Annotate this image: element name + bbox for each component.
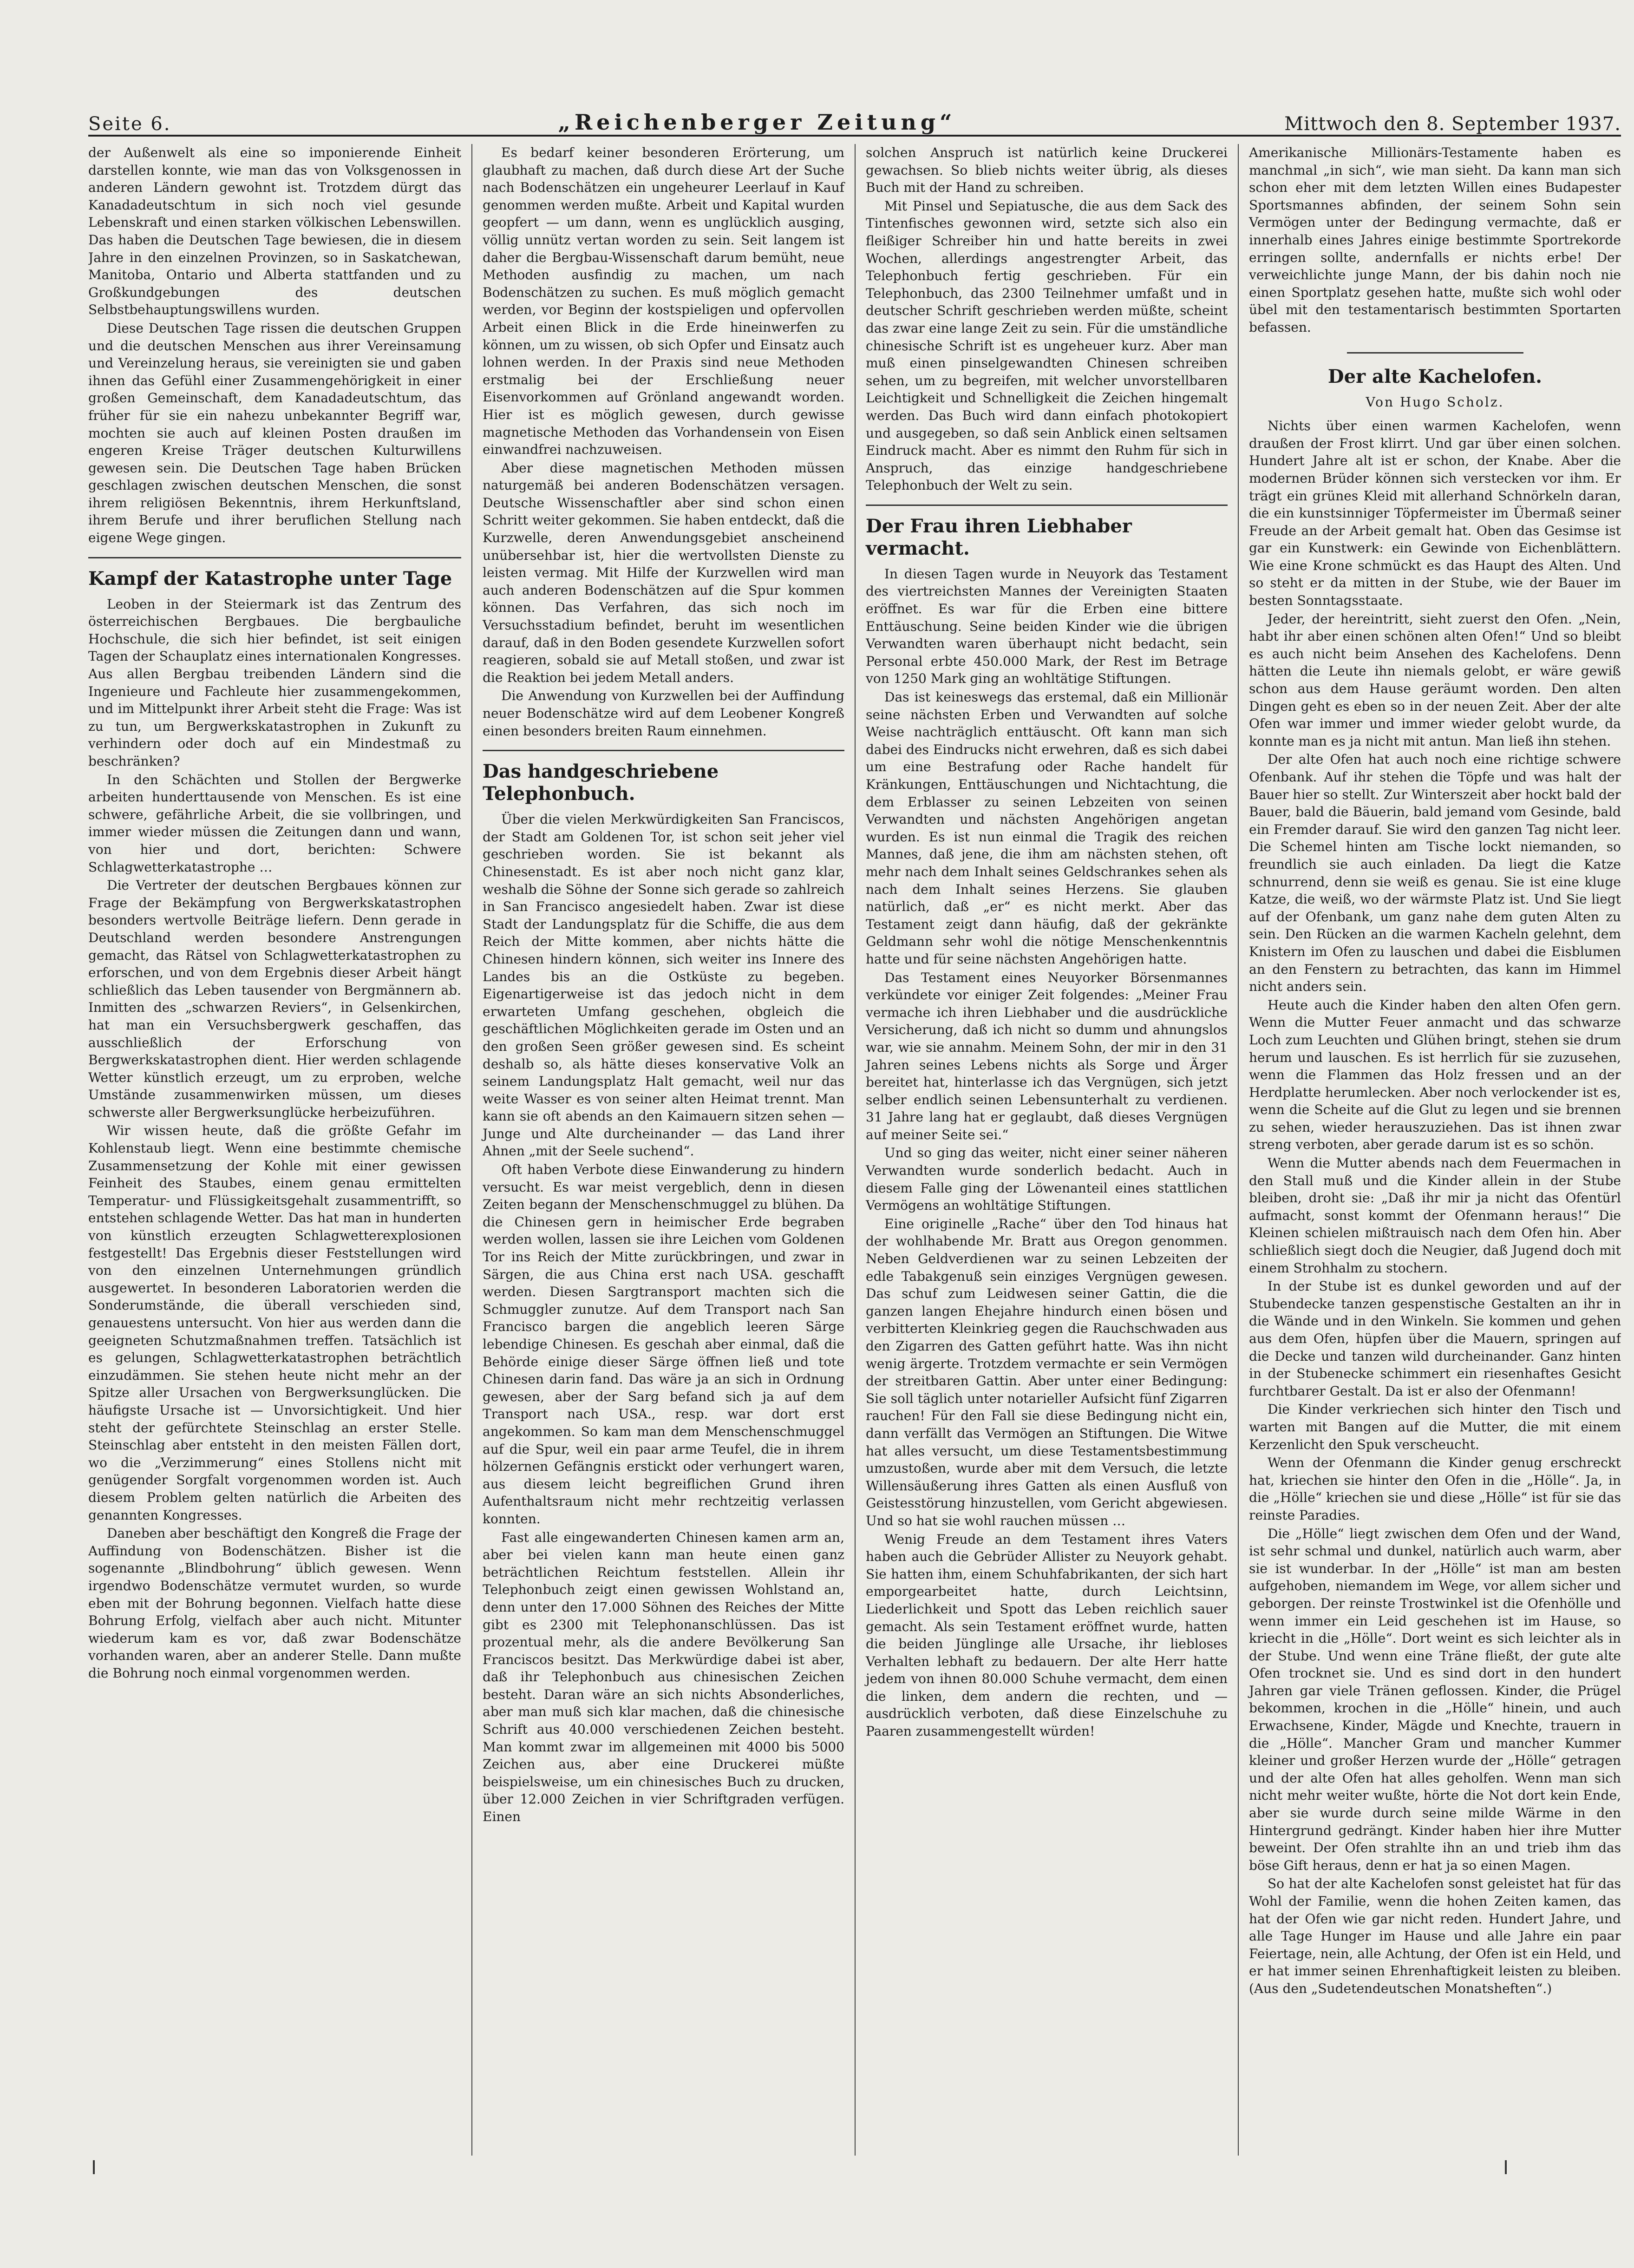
column-1 [88,144,471,2156]
footer-mark [1505,2160,1507,2174]
paragraph: Die „Hölle“ liegt zwischen dem Ofen und der Wand, ist sehr schmal und dunkel, natürlich auch warm, aber sie ist wunderbar. In der „Hölle“ ist man am besten aufgehoben, niemandem im Wege, vor allem sicher und geborgen. Der reinste Trostwinkel ist die Ofenhölle und wenn immer ein Leid geschehen ist im Hause, so kriecht in die „Hölle“. Dort weint es sich leichter als in der Stube. Und wenn eine Träne fließt, der gute alte Ofen trocknet sie. Und es sind dort in den hundert Jahren gar viele Tränen geflossen. Kinder, die Prügel bekommen, krochen in die „Hölle“ hinein, und auch Erwachsene, Kinder, Mägde und Knechte, trauern in die „Hölle“. Mancher Gram und mancher Kummer kleiner und großer Herzen wurde der „Hölle“ getragen und der alte Ofen hat alles geholfen. Wenn man sich nicht mehr weiter wußte, hörte die Not dort kein Ende, aber sie wurde durch seine milde Wärme in den Hintergrund gedrängt. Kinder haben hier ihre Mutter beweint. Der Ofen strahlte ihn an und trieb ihm das böse Gift heraus, denn er hat ja so einen Magen. [1249,1526,1621,1873]
paragraph: Wenn die Mutter abends nach dem Feuermachen in den Stall muß und die Kinder allein in der Stube bleiben, droht sie: „Daß ihr mir ja nicht das Ofentürl aufmacht, sonst kommt der Ofenmann heraus!“ Die Kleinen schielen mißtrauisch nach dem Ofen hin. Aber schließlich siegt doch die Neugier, daß Jugend doch mit einem Strohhalm zu stochern. [1249,1155,1621,1276]
article-headline: Der alte Kachelofen. [1327,365,1542,387]
paragraph: Wir wissen heute, daß die größte Gefahr im Kohlenstaub liegt. Wenn eine bestimmte chemische Zusammensetzung der Kohle mit einer gewissen Feinheit des Staubes, einem genau ermittelten Temperatur- und Flüssigkeitsgehalt zusammentrifft, so entstehen schlagende Wetter. Das hat man in hunderten von künstlich erzeugten Schlagwetterexplosionen festgestellt! Das Ergebnis dieser Feststellungen wird von den einzelnen Unternehmungen gründlich ausgewertet. In besonderen Laboratorien werden die Sonderumstände, die überall verschieden sind, genauestens untersucht. Von hier aus werden dann die geeigneten Schutzmaßnahmen treffen. Tatsächlich ist es gelungen, Schlagwetterkatastrophen beträchtlich einzudämmen. Sie stehen heute nicht mehr an der Spitze aller Ursachen von Bergwerksunglücken. Die häufigste Ursache ist — Unvorsichtigkeit. Und hier steht der gefürchtete Steinschlag an erster Stelle. Steinschlag aber entsteht in den meisten Fällen dort, wo die „Verzimmerung“ eines Stollens nicht mit genügender Sorgfalt vorgenommen worden ist. Auch diesem Problem gelten natürlich die Arbeiten des genannten Kongresses. [88,1123,461,1523]
paragraph: Fast alle eingewanderten Chinesen kamen arm an, aber bei vielen kann man heute einen ganz beträchtlichen Reichtum feststellen. Allein ihr Telephonbuch zeigt einen gewissen Wohlstand an, denn unter den 17.000 Söhnen des Reiches der Mitte gibt es 2300 mit Telephonanschlüssen. Das ist prozentual mehr, als die andere Bevölkerung San Franciscos besitzt. Das Merkwürdige dabei ist aber, daß ihr Telephonbuch aus chinesischen Zeichen besteht. Daran wäre an sich nichts Absonderliches, aber man muß sich klar machen, daß die chinesische Schrift aus 40.000 verschiedenen Zeichen besteht. Man kommt zwar im allgemeinen mit 4000 bis 5000 Zeichen aus, aber eine Druckerei müßte beispielsweise, um ein chinesisches Buch zu drucken, über 12.000 Zeichen in vier Schriftgraden verfügen. Einen [483,1529,844,1825]
paragraph: Die Anwendung von Kurzwellen bei der Auffindung neuer Bodenschätze wird auf dem Leobener Kongreß einen besonders breiten Raum einnehmen. [483,688,844,739]
issue-date: Mittwoch den 8. September 1937. [1284,113,1621,135]
paragraph: Mit Pinsel und Sepiatusche, die aus dem Sack des Tintenfisches gewonnen wird, setzte sich also ein fleißiger Schreiber hin und hatte bereits in zwei Wochen, allerdings angestrengter Arbeit, das Telephonbuch fertig geschrieben. Für ein Telephonbuch, das 2300 Teilnehmer umfaßt und in deutscher Schrift geschrieben werden müßte, scheint das zwar eine lange Zeit zu sein. Für die umständliche chinesische Schrift ist es ungeheuer kurz. Aber man muß einen pinselgewandten Chinesen schreiben sehen, um zu begreifen, mit welcher unvorstellbaren Leichtigkeit und Schnelligkeit die Zeichen hingemalt werden. Das Buch wird dann einfach photokopiert und ausgegeben, so daß sein Anblick einen seltsamen Eindruck macht. Aber es nimmt den Ruhm für sich in Anspruch, das einzige handgeschriebene Telephonbuch der Welt zu sein. [866,198,1228,493]
column-2 [471,144,855,2156]
footer-mark [93,2160,95,2174]
paragraph: Nichts über einen warmen Kachelofen, wenn draußen der Frost klirrt. Und gar über einen solchen. Hundert Jahre alt ist er schon, der Knabe. Aber die modernen Brüder können sich verstecken vor ihm. Er trägt ein grünes Kleid mit allerhand Schnörkeln daran, die ein kunstsinniger Töpfermeister im Übermaß seiner Freude an der Arbeit gemalt hat. Oben das Gesimse ist gar ein Kunstwerk: ein Gewinde von Eichenblättern. Wie eine Krone schmückt es das Haupt des Alten. Und so steht er da mitten in der Stube, wie der Bauer im besten Sonntagsstaate. [1249,418,1621,609]
paragraph: In der Stube ist es dunkel geworden und auf der Stubendecke tanzen gespenstische Gestalten an ihr in die Wände und in den Winkeln. Sie kommen und gehen aus dem Ofen, hüpfen über die Mauern, springen auf die Decke und tanzen wild durcheinander. Ganz hinten in der Stubenecke schimmert ein riesenhaftes Gesicht furchtbarer Gestalt. Da ist er also der Ofenmann! [1249,1278,1621,1399]
paragraph: Das ist keineswegs das erstemal, daß ein Millionär seine nächsten Erben und Verwandten auf solche Weise nachträglich enttäuscht. Oft kann man sich dabei des Eindrucks nicht erwehren, daß es sich dabei um eine Bestrafung oder Rache handelt für Kränkungen, Enttäuschungen und Nichtachtung, die dem Erblasser zu seinen Lebzeiten von seinen Verwandten und nächsten Angehörigen angetan wurden. Es ist nun einmal die Tragik des reichen Mannes, daß jene, die ihm am nächsten stehen, oft mehr nach dem Inhalt seines Geldschrankes sehen als nach dem Inhalt seines Herzens. Sie glauben natürlich, daß „er“ es nicht merkt. Aber das Testament zeigt dann häufig, daß der gekränkte Geldmann sehr wohl die nötige Menschenkenntnis hatte und für seine nächsten Angehörigen hatte. [866,689,1228,967]
paragraph: Daneben aber beschäftigt den Kongreß die Frage der Auffindung von Bodenschätzen. Bisher ist die sogenannte „Blindbohrung“ üblich gewesen. Wenn irgendwo Bodenschätze vermutet wurden, so wurde eben mit der Bohrung begonnen. Vielfach hatte diese Bohrung Erfolg, vielfach aber auch nicht. Mitunter wiederum kam es vor, daß zwar Bodenschätze vorhanden waren, aber an anderer Stelle. Dann mußte die Bohrung noch einmal vorgenommen werden. [88,1526,461,1681]
page-number: Seite 6. [88,113,171,135]
column-4 [1238,144,1621,2156]
text-columns [88,144,1621,2156]
paragraph: Wenn der Ofenmann die Kinder genug erschreckt hat, kriechen sie hinter den Ofen in die „Hölle“. Ja, in die „Hölle“ kriechen sie und diese „Hölle“ ist für sie das reinste Paradies. [1249,1455,1621,1523]
paragraph: Oft haben Verbote diese Einwanderung zu hindern versucht. Es war meist vergeblich, denn in diesen Zeiten begann der Menschenschmuggel zu blühen. Da die Chinesen gern in heimischer Erde begraben werden wollen, lassen sie ihre Leichen vom Goldenen Tor ins Reich der Mitte zurückbringen, und zwar in Särgen, die aus China erst nach USA. geschafft werden. Diesen Sargtransport machten sich die Schmuggler zunutze. Auf dem Transport nach San Francisco bargen die angeblich leeren Särge lebendige Chinesen. Es geschah aber einmal, daß die Behörde einige dieser Särge öffnen ließ und tote Chinesen darin fand. Das wäre ja an sich in Ordnung gewesen, aber der Sarg befand sich ja auf dem Transport nach USA., resp. war dort erst angekommen. So kam man dem Menschenschmuggel auf die Spur, weil ein paar arme Teufel, die in ihrem hölzernen Gefängnis erstickt oder verhungert waren, aus diesem leicht begreiflichen Grund ihren Aufenthaltsraum nicht mehr rechtzeitig verlassen konnten. [483,1162,844,1527]
paragraph: Leoben in der Steiermark ist das Zentrum des österreichischen Bergbaues. Die bergbauliche Hochschule, die sich hier befindet, ist seit einigen Tagen der Schauplatz eines internationalen Kongresses. Aus allen Bergbau treibenden Ländern sind die Ingenieure und Fachleute hier zusammengekommen, und im Mittelpunkt ihrer Arbeit steht die Frage: Was ist zu tun, um Bergwerkskatastrophen in Zukunft zu verhindern oder doch auf ein Mindestmaß zu beschränken? [88,596,461,769]
paragraph: In den Schächten und Stollen der Bergwerke arbeiten hunderttausende von Menschen. Es ist eine schwere, gefährliche Arbeit, die sie vollbringen, und immer wieder müssen die Zeitungen dann und wann, von hier und dort, berichten: Schwere Schlagwetterkatastrophe … [88,772,461,875]
paragraph: Diese Deutschen Tage rissen die deutschen Gruppen und die deutschen Menschen aus ihrer Vereinsamung und Vereinzelung heraus, sie vereinigten sie und gaben ihnen das Gefühl einer Zusammengehörigkeit in einer großen Gemeinschaft, dem Kanadadeutschtum, das früher für sie ein nahezu unbekannter Begriff war, mochten sie auch auf kleinen Posten draußen im engeren Kreise Träger deutschen Kulturwillens gewesen sein. Die Deutschen Tage haben Brücken geschlagen zwischen deutschen Menschen, die sonst ihrem religiösen Bekenntnis, ihrem Herkunftsland, ihrem Berufe und ihrer beruflichen Stellung nach eigene Wege gingen. [88,320,461,546]
masthead [88,93,1621,137]
paragraph: So hat der alte Kachelofen sonst geleistet hat für das Wohl der Familie, wenn die hohen Zeiten kamen, das hat der Ofen wie gar nicht reden. Hundert Jahre, und alle Tage Hunger im Hause und alle Jahre ein paar Feiertage, nein, alle Achtung, der Ofen ist ein Held, und er hat immer seinen Ehrenhaftigkeit leisten zu bleiben. (Aus den „Sudetendeutschen Monatsheften“.) [1249,1876,1621,1996]
paragraph: Über die vielen Merkwürdigkeiten San Franciscos, der Stadt am Goldenen Tor, ist schon seit jeher viel geschrieben worden. Sie ist bekannt als Chinesenstadt. Es ist aber noch nicht ganz klar, weshalb die Söhne der Sonne sich gerade so zahlreich in San Francisco angesiedelt haben. Zwar ist diese Stadt der Landungsplatz für die Schiffe, die aus dem Reich der Mitte kommen, aber nichts hätte die Chinesen hindern können, sich weiter ins Innere des Landes bis an die Ostküste zu begeben. Eigenartigerweise ist das jedoch nicht in dem erwarteten Umfang geschehen, obgleich die geschäftlichen Möglichkeiten gerade im Osten und an den großen Seen größer gewesen sind. Es scheint deshalb so, als hätte dieses konservative Volk an seinem Landungsplatz Halt gemacht, weil nur das weite Wasser es von seiner alten Heimat trennt. Man kann sie oft abends an den Kaimauern sitzen sehen — Junge und Alte durcheinander — das Land ihrer Ahnen „mit der Seele suchend“. [483,812,844,1159]
newspaper-page [88,93,1621,2230]
paragraph: Heute auch die Kinder haben den alten Ofen gern. Wenn die Mutter Feuer anmacht und das schwarze Loch zum Leuchten und Glühen bringt, stehen sie drum herum und lauschen. Es ist herrlich für sie zuzusehen, wenn die Flammen das Holz fressen und an der Herdplatte herumlecken. Aber noch verlockender ist es, wenn die Scheite auf die Glut zu legen und sie brennen zu sehen, wieder herauszuziehen. Das ist ihnen zwar streng verboten, aber gerade darum ist es so schön. [1249,997,1621,1153]
paragraph: Amerikanische Millionärs-Testamente haben es manchmal „in sich“, wie man sieht. Da kann man sich schon eher mit dem letzten Willen eines Budapester Sportsmannes abfinden, der seinem Sohn sein Vermögen unter der Bedingung vermachte, daß er innerhalb eines Jahres einige bestimmte Sportrekorde erringen sollte, andernfalls er nichts erbe! Der verweichlichte junge Mann, der bis dahin noch nie einen Sportplatz gesehen hatte, mußte sich wohl oder übel mit den testamentarisch bestimmten Sportarten befassen. [1249,145,1621,335]
paragraph: Die Vertreter der deutschen Bergbaues können zur Frage der Bekämpfung von Bergwerkskatastrophen besonders wertvolle Beiträge liefern. Denn gerade in Deutschland werden besondere Anstrengungen gemacht, das Rätsel von Schlagwetterkatastrophen zu erforschen, und von dem Ergebnis dieser Arbeit hängt schließlich das Leben tausender von Bergmännern ab. Inmitten des „schwarzen Reviers“, in Gelsenkirchen, hat man ein Versuchsbergwerk geschaffen, das ausschließlich der Erforschung von Bergwerkskatastrophen dient. Hier werden schlagende Wetter künstlich erzeugt, um zu erproben, welche Umstände zusammenwirken müssen, um dieses schwerste aller Bergwerksunglücke herbeizuführen. [88,878,461,1120]
paragraph: Das Testament eines Neuyorker Börsenmannes verkündete vor einiger Zeit folgendes: „Meiner Frau vermache ich ihren Liebhaber und die ausdrückliche Versicherung, daß ich nicht so dumm und ahnungslos war, wie sie annahm. Meinem Sohn, der mir in den 31 Jahren seines Lebens nichts als Sorge und Ärger bereitet hat, hinterlasse ich das Vergnügen, sich jetzt selber endlich seinen Lebensunterhalt zu verdienen. 31 Jahre lang hat er geglaubt, daß dieses Vergnügen auf meiner Seite sei.“ [866,970,1228,1142]
paragraph: Es bedarf keiner besonderen Erörterung, um glaubhaft zu machen, daß durch diese Art der Suche nach Bodenschätzen ein ungeheurer Leerlauf in Kauf genommen werden mußte. Arbeit und Kapital wurden geopfert — um dann, wenn es unglücklich ausging, völlig unnütz vertan worden zu sein. Seit langem ist daher die Bergbau-Wissenschaft darum bemüht, neue Methoden ausfindig zu machen, um nach Bodenschätzen zu suchen. Es muß möglich gemacht werden, vor Beginn der kostspieligen und opfervollen Arbeit einen Blick in die Erde hineinwerfen zu können, um zu wissen, ob sich Opfer und Einsatz auch lohnen werden. In der Praxis sind neue Methoden erstmalig bei der Erschließung neuer Eisenvorkommen auf Grönland angewandt worden. Hier ist es möglich gewesen, durch gewisse magnetische Methoden das Vorhandensein von Eisen einwandfrei nachzuweisen. [483,145,844,458]
paragraph: Eine originelle „Rache“ über den Tod hinaus hat der wohlhabende Mr. Bratt aus Oregon genommen. Neben Geldverdienen war zu seinen Lebzeiten der edle Tabakgenuß sein einziges Vergnügen gewesen. Das schuf zum Leidwesen seiner Gattin, die die ganzen langen Ehejahre hindurch einen bösen und verbitterten Kleinkrieg gegen die Rauchschwaden aus den Zigarren des Gatten geführt hatte. Was ihn nicht wenig ärgerte. Trotzdem vermachte er sein Vermögen der streitbaren Gattin. Aber unter einer Bedingung: Sie soll täglich unter notarieller Aufsicht fünf Zigarren rauchen! Für den Fall sie diese Bedingung nicht ein, dann verfällt das Vermögen an Stiftungen. Die Witwe hat alles versucht, um diese Testamentsbestimmung umzustoßen, wurde aber mit dem Versuch, die letzte Willensäußerung ihres Gatten als einen Ausfluß von Geistesstörung hinzustellen, vom Gericht abgewiesen. Und so hat sie wohl rauchen müssen … [866,1216,1228,1528]
divider [88,557,461,558]
paragraph: In diesen Tagen wurde in Neuyork das Testament des viertreichsten Mannes der Vereinigten Staaten eröffnet. Es war für die Erben eine bittere Enttäuschung. Seine beiden Kinder wie die übrigen Verwandten waren überhaupt nicht bedacht, sein Personal erbte 450.000 Mark, der Rest im Betrage von 1250 Mark ging an wohltätige Stiftungen. [866,566,1228,687]
page-footer [88,2160,1621,2174]
paragraph: Aber diese magnetischen Methoden müssen naturgemäß bei anderen Bodenschätzen versagen. Deutsche Wissenschaftler aber sind schon einen Schritt weiter gekommen. Sie haben entdeckt, daß die Kurzwelle, deren Anwendungsgebiet anscheinend unübersehbar ist, hier die wertvollsten Dienste zu leisten vermag. Mit Hilfe der Kurzwellen wird man auch anderen Bodenschätzen auf die Spur kommen können. Das Verfahren, das sich noch im Versuchsstadium befindet, beruht im wesentlichen darauf, daß in den Boden gesendete Kurzwellen sofort reagieren, sobald sie auf Metall stoßen, und zwar ist die Reaktion bei jedem Metall anders. [483,460,844,685]
paragraph: Und so ging das weiter, nicht einer seiner näheren Verwandten wurde sonderlich bedacht. Auch in diesem Falle ging der Löwenanteil eines stattlichen Vermögens an wohltätige Stiftungen. [866,1145,1228,1213]
divider [1347,352,1523,354]
paragraph: Jeder, der hereintritt, sieht zuerst den Ofen. „Nein, habt ihr aber einen schönen alten Ofen!“ Und so bleibt es auch nicht beim Ansehen des Kachelofens. Denn hätten die Leute ihn niemals gelobt, er wäre gewiß schon aus dem Hause geräumt worden. Den alten Dingen geht es eben so in der neuen Zeit. Aber der alte Ofen war immer und immer wieder gelobt wurde, da konnte man es ja nicht mit antun. Man ließ ihn stehen. [1249,611,1621,749]
column-3 [855,144,1238,2156]
newspaper-title: „Reichenberger Zeitung“ [558,110,956,135]
article-headline: Das handgeschriebene Telephonbuch. [483,760,719,805]
paragraph: der Außenwelt als eine so imponierende Einheit darstellen konnte, wie man das von Volksgenossen in anderen Ländern gewohnt ist. Trotzdem dürgt das Kanadadeutschtum in sich noch viel gesunde Lebenskraft und einen starken völkischen Lebenswillen. Das haben die Deutschen Tage bewiesen, die in diesem Jahre in den einzelnen Provinzen, so in Saskatchewan, Manitoba, Ontario und Alberta stattfanden und zu Großkundgebungen des deutschen Selbstbehauptungswillens wurden. [88,145,461,318]
paragraph: Der alte Ofen hat auch noch eine richtige schwere Ofenbank. Auf ihr stehen die Töpfe und was halt der Bauer hier so stellt. Zur Winterszeit aber hockt bald der Bauer, bald die Bäuerin, bald jemand vom Gesinde, bald ein Fremder darauf. Sie wird den ganzen Tag nicht leer. Die Schemel hinten am Tische lockt niemanden, so freundlich sie auch einladen. Da liegt die Katze schnurrend, denn sie weiß es genau. Sie ist eine kluge Katze, die weiß, wo der wärmste Platz ist. Und Sie liegt auf der Ofenbank, um ganz nahe dem guten Alten zu sein. Den Rücken an die warmen Kacheln gelehnt, dem Knistern im Ofen zu lauschen und dabei die Eisblumen an den Fenstern zu betrachten, das kann im Himmel nicht anders sein. [1249,752,1621,995]
byline: Von Hugo Scholz. [1366,394,1504,410]
divider [866,505,1228,506]
article-headline: Der Frau ihren Liebhaber vermacht. [866,515,1132,559]
paragraph: solchen Anspruch ist natürlich keine Druckerei gewachsen. So blieb nichts weiter übrig, als dieses Buch mit der Hand zu schreiben. [866,145,1228,196]
article-headline: Kampf der Katastrophe unter Tage [88,567,452,590]
paragraph: Wenig Freude an dem Testament ihres Vaters haben auch die Gebrüder Allister zu Neuyork gehabt. Sie hatten ihm, einem Schuhfabrikanten, der sich hart emporgearbeitet hatte, durch Leichtsinn, Liederlichkeit und Spott das Leben reichlich sauer gemacht. Als sein Testament eröffnet wurde, hatten die beiden Jünglinge alle Ursache, ihr liebloses Verhalten lebhaft zu bedauern. Der alte Herr hatte jedem von ihnen 80.000 Schuhe vermacht, dem einen die linken, dem andern die rechten, und — ausdrücklich verboten, daß diese Einzelschuhe zu Paaren zusammengestellt würden! [866,1531,1228,1739]
paragraph: Die Kinder verkriechen sich hinter den Tisch und warten mit Bangen auf die Mutter, die mit einem Kerzenlicht den Spuk verscheucht. [1249,1402,1621,1452]
divider [483,750,844,751]
